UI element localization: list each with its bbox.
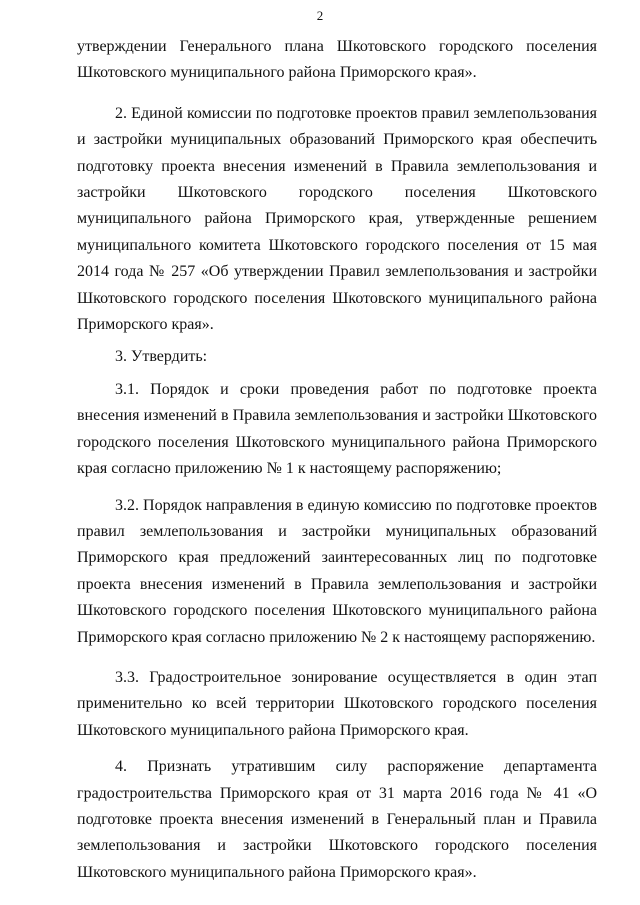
paragraph-4: 4. Признать утратившим силу распоряжение департамента градостроительства Приморского края от 31 марта 2016 года № 41 «О подготовке проекта внесения изменений в Генеральный план и Правила землепользования и застройки Шкотовского городского поселения Шкотовского муниципального района Приморского края». bbox=[77, 758, 597, 881]
paragraph-3-2: 3.2. Порядок направления в единую комиссию по подготовке проектов правил землепользования и застройки муниципальных образований Приморского края предложений заинтересованных лиц по подготовке проекта внесения изменений в Правила землепользования и застройки Шкотовского городского поселения Шкотовского муниципального района Приморского края согласно приложению № 2 к настоящему распоряжению. bbox=[77, 496, 597, 646]
paragraph-3: 3. Утвердить: bbox=[115, 348, 208, 366]
page-number: 2 bbox=[316, 8, 324, 23]
paragraph-2: 2. Единой комиссии по подготовке проектов правил землепользования и застройки муниципальных образований Приморского края обеспечить подготовку проекта внесения изменений в Правила землепользования и застройки Шкотовского городского поселения Шкотовского муниципального района Приморского края, утвержденные решением муниципального комитета Шкотовского городского поселения от 15 мая 2014 года № 257 «Об утверждении Правил землепользования и застройки Шкотовского городского поселения Шкотовского муниципального района Приморского края». bbox=[77, 104, 597, 334]
document-body bbox=[77, 34, 597, 886]
paragraph-3-1: 3.1. Порядок и сроки проведения работ по подготовке проекта внесения изменений в Правила землепользования и застройки Шкотовского городского поселения Шкотовского муниципального района Приморского края согласно приложению № 1 к настоящему распоряжению; bbox=[77, 380, 597, 478]
paragraph-3-3: 3.3. Градостроительное зонирование осуществляется в один этап применительно ко всей территории Шкотовского городского поселения Шкотовского муниципального района Приморского края. bbox=[77, 668, 597, 739]
paragraph-continuation: утверждении Генерального плана Шкотовского городского поселения Шкотовского муниципального района Приморского края». bbox=[77, 38, 597, 82]
